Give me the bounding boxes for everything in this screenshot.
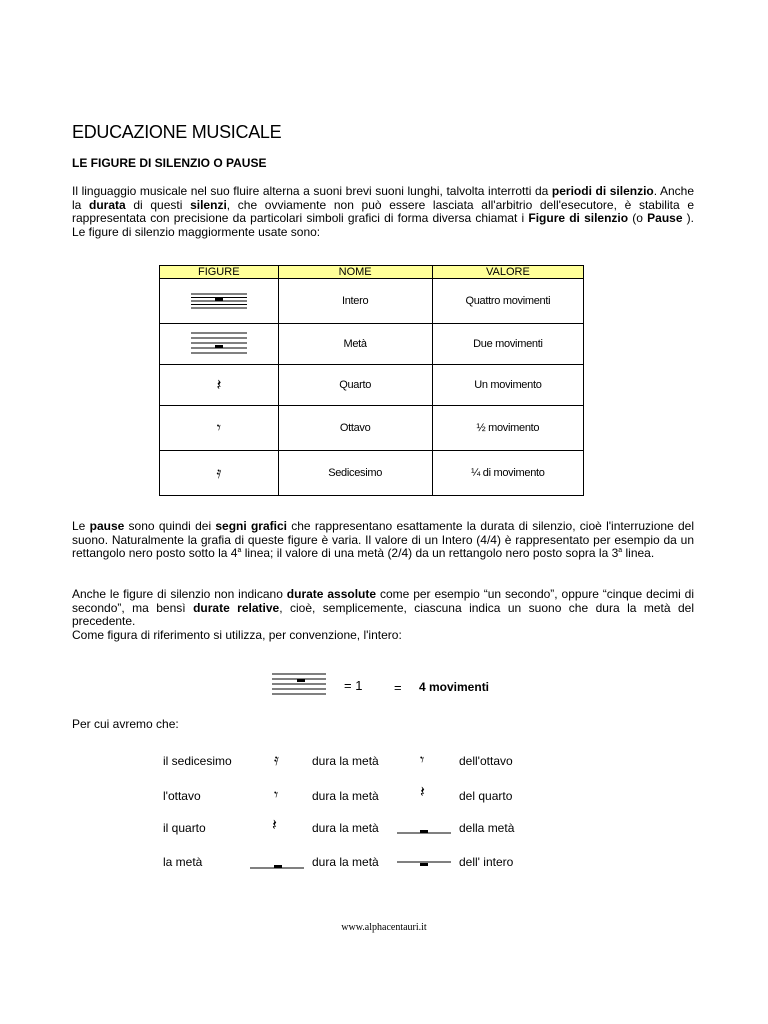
equals-one: = 1 — [344, 678, 363, 693]
table-row — [160, 279, 584, 324]
name-cell: Quarto — [278, 365, 432, 406]
comparison-right: del quarto — [459, 789, 513, 803]
reference-paragraph: Come figura di riferimento si utilizza, per convenzione, l'intero: — [72, 628, 402, 642]
comparison-left: la metà — [163, 855, 203, 869]
value-cell: Due movimenti — [432, 324, 583, 365]
comparison-mid: dura la metà — [312, 821, 379, 835]
sixteenth-rest-icon: 𝄿 — [160, 451, 279, 496]
half-rest-staff-icon — [191, 332, 247, 356]
sixteenth-rest-icon: 𝄿 — [274, 750, 279, 769]
four-movements: 4 movimenti — [419, 680, 490, 694]
table-row — [160, 324, 584, 365]
figure-cell — [160, 279, 279, 324]
page-title: EDUCAZIONE MUSICALE — [72, 122, 282, 142]
intro-paragraph: Il linguaggio musicale nel suo fluire alterna a suoni brevi suoni lunghi, talvolta interrotti da periodi di silenzio. Anche la durata di questi silenzi, che ovviamente non può essere lasciata all'arbitrio dell'esecutore, è stabilita e rappresentata con precisione da particolari simboli grafici di forma diversa chiamat i Figure di silenzio (o Pause ). Le figure di silenzio maggiormente usate sono: — [72, 184, 695, 239]
relative-durations-paragraph: Anche le figure di silenzio non indicano durate assolute come per esempio “un secondo”, oppure “cinque decimi di secondo”, ma bensì durate relative, cioè, semplicemente, ciascuna indica un suono che dura la metà del precedente. — [72, 587, 694, 629]
figure-cell — [160, 324, 279, 365]
equals-sign: = — [394, 680, 402, 695]
value-cell: ½ movimento — [432, 406, 583, 451]
eighth-rest-icon: 𝄾 — [274, 785, 279, 804]
eighth-rest-icon: 𝄾 — [420, 750, 425, 769]
header-value: VALORE — [432, 266, 583, 279]
comparison-mid: dura la metà — [312, 789, 379, 803]
quarter-rest-icon: 𝄽 — [420, 782, 425, 801]
name-cell: Intero — [278, 279, 432, 324]
comparison-mid: dura la metà — [312, 855, 379, 869]
comparison-mid: dura la metà — [312, 754, 379, 768]
comparison-right: dell' intero — [459, 855, 514, 869]
quarter-rest-icon: 𝄽 — [272, 815, 277, 834]
table-row — [160, 451, 584, 496]
table-header-row — [160, 266, 584, 279]
value-cell: Un movimento — [432, 365, 583, 406]
name-cell: Ottavo — [278, 406, 432, 451]
value-cell: Quattro movimenti — [432, 279, 583, 324]
whole-rest-staff-icon — [272, 672, 328, 698]
whole-rest-icon — [397, 861, 451, 870]
name-cell: Metà — [278, 324, 432, 365]
half-rest-icon — [250, 861, 304, 869]
value-cell: ¼ di movimento — [432, 451, 583, 496]
comparison-left: il sedicesimo — [163, 754, 232, 768]
comparison-left: l'ottavo — [163, 789, 201, 803]
comparison-right: dell'ottavo — [459, 754, 513, 768]
section-title: LE FIGURE DI SILENZIO O PAUSE — [72, 156, 267, 170]
name-cell: Sedicesimo — [278, 451, 432, 496]
quarter-rest-icon: 𝄽 — [160, 365, 279, 406]
table-row — [160, 406, 584, 451]
whole-rest-staff-icon — [191, 293, 247, 309]
pause-paragraph: Le pause sono quindi dei segni grafici che rappresentano esattamente la durata di silenzio, cioè l'interruzione del suono. Naturalmente la grafia di queste figure è varia. Il valore di un Intero (4/4) è rappresentato per esempio da un rettangolo nero posto sotto la 4$^a$ linea; il valore di una metà (2/4) da un rettangolo nero posto sopra la 3$^a$ linea. — [72, 519, 694, 561]
header-name: NOME — [278, 266, 432, 279]
eighth-rest-icon: 𝄾 — [160, 406, 279, 451]
rests-table — [159, 265, 584, 496]
comparison-left: il quarto — [163, 821, 206, 835]
half-rest-icon — [397, 826, 451, 834]
header-figure: FIGURE — [160, 266, 279, 279]
comparison-right: della metà — [459, 821, 515, 835]
footer-url: www.alphacentauri.it — [341, 922, 427, 933]
table-row — [160, 365, 584, 406]
per-cui-label: Per cui avremo che: — [72, 717, 179, 731]
